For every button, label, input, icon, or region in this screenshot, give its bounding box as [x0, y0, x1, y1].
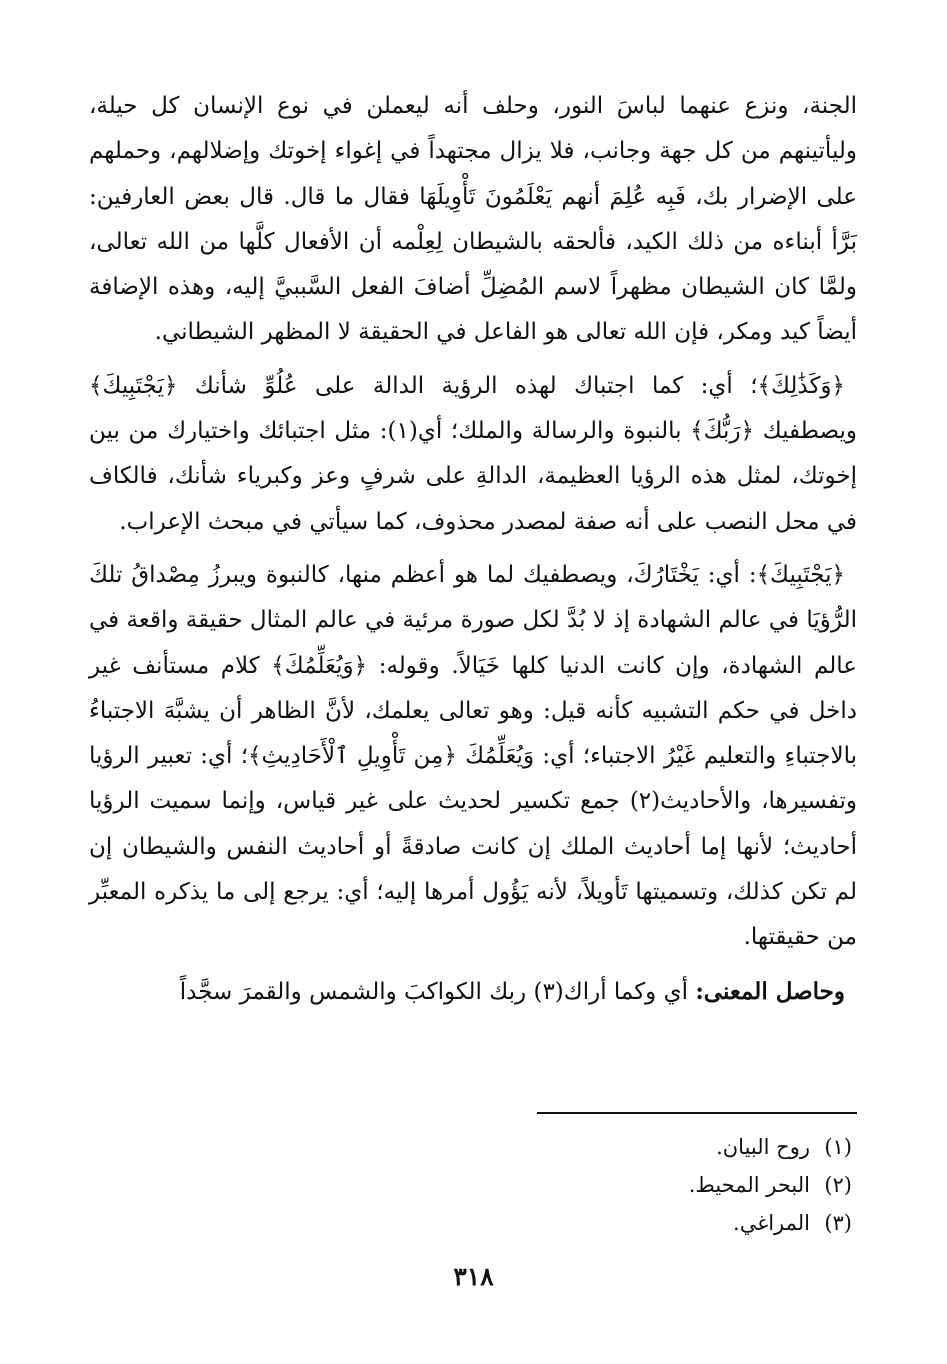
footnote-item: [352, 1204, 852, 1242]
paragraph: ﴿يَجْتَبِيكَ﴾: أي: يَخْتَارُكَ، ويصطفيك لما هو أعظم منها، كالنبوة ويبرزُ مِصْداقُ تلكَ الرُّؤيَا في عالم الشهادة إذ لا بُدَّ لكل صورة مرئية في عالم المثال حقيقة واقعة في عالم الشهادة، وإن كانت الدنيا كلها خَيَالاً. وقوله: ﴿وَيُعَلِّمُكَ﴾ كلام مستأنف غير داخل في حكم التشبيه كأنه قيل: وهو تعالى يعلمك، لأنَّ الظاهر أن يشبَّهَ الاجتباءُ بالاجتباءِ والتعليم غَيْرُ الاجتباء؛ أي: وَيُعَلِّمُكَ ﴿مِن تَأْوِيلِ ٱلْأَحَادِيثِ﴾؛ أي: تعبير الرؤيا وتفسيرها، والأحاديث(٢) جمع تكسير لحديث على غير قياس، وإنما سميت الرؤيا أحاديث؛ لأنها إما أحاديث الملك إن كانت صادقةً أو أحاديث النفس والشيطان إن لم تكن كذلك، وتسميتها تَأويلاً، لأنه يَؤُول أمرها إليه؛ أي: يرجع إلى ما يذكره المعبِّر من حقيقتها.: [89, 561, 857, 951]
footnote-number: (١): [824, 1135, 852, 1159]
footnote-text: المراغي.: [733, 1211, 810, 1235]
footnote-divider: [537, 1112, 857, 1114]
footnote-text: روح البيان.: [716, 1135, 810, 1159]
footnote-item: [352, 1128, 852, 1166]
paragraph: ﴿وَكَذَٰلِكَ﴾؛ أي: كما اجتباك لهذه الرؤية الدالة على عُلُوِّ شأنك ﴿يَجْتَبِيكَ﴾ ويصطفيك ﴿رَبُّكَ﴾ بالنبوة والرسالة والملك؛ أي(١): مثل اجتبائك واختيارك من بين إخوتك، لمثل هذه الرؤيا العظيمة، الدالةِ على شرفٍ وعز وكبرياء شأنك، فالكاف في محل النصب على أنه صفة لمصدر محذوف، كما سيأتي في مبحث الإعراب.: [89, 372, 857, 535]
page-number: ٣١٨: [453, 1262, 494, 1291]
summary-text: أي وكما أراك(٣) ربك الكواكبَ والشمس والقمرَ سجَّداً: [179, 978, 696, 1005]
main-text: [89, 84, 857, 1015]
footnote-number: (٢): [824, 1173, 852, 1197]
paragraph: الجنة، ونزع عنهما لباسَ النور، وحلف أنه ليعملن في نوع الإنسان كل حيلة، وليأتينهم من كل جهة وجانب، فلا يزال مجتهداً في إغواء إخوتك وإضلالهم، وحملهم على الإضرار بك، فَبِه عُلِمَ أنهم يَعْلَمُونَ تَأْوِيلَهَا فقال ما قال. قال بعض العارفين: بَرَّأ أبناءه من ذلك الكيد، فألحقه بالشيطان لِعِلْمه أن الأفعال كلَّها من الله تعالى، ولمَّا كان الشيطان مظهراً لاسم المُضِلِّ أضافَ الفعل السَّببيَّ إليه، وهذه الإضافة أيضاً كيد ومكر، فإن الله تعالى هو الفاعل في الحقيقة لا المظهر الشيطاني.: [89, 93, 857, 346]
paragraph: [89, 969, 857, 1015]
footnotes: [352, 1128, 852, 1242]
footnote-item: [352, 1166, 852, 1204]
footnote-number: (٣): [824, 1211, 852, 1235]
footnote-text: البحر المحيط.: [688, 1173, 810, 1197]
summary-lead: وحاصل المعنى:: [695, 977, 845, 1005]
